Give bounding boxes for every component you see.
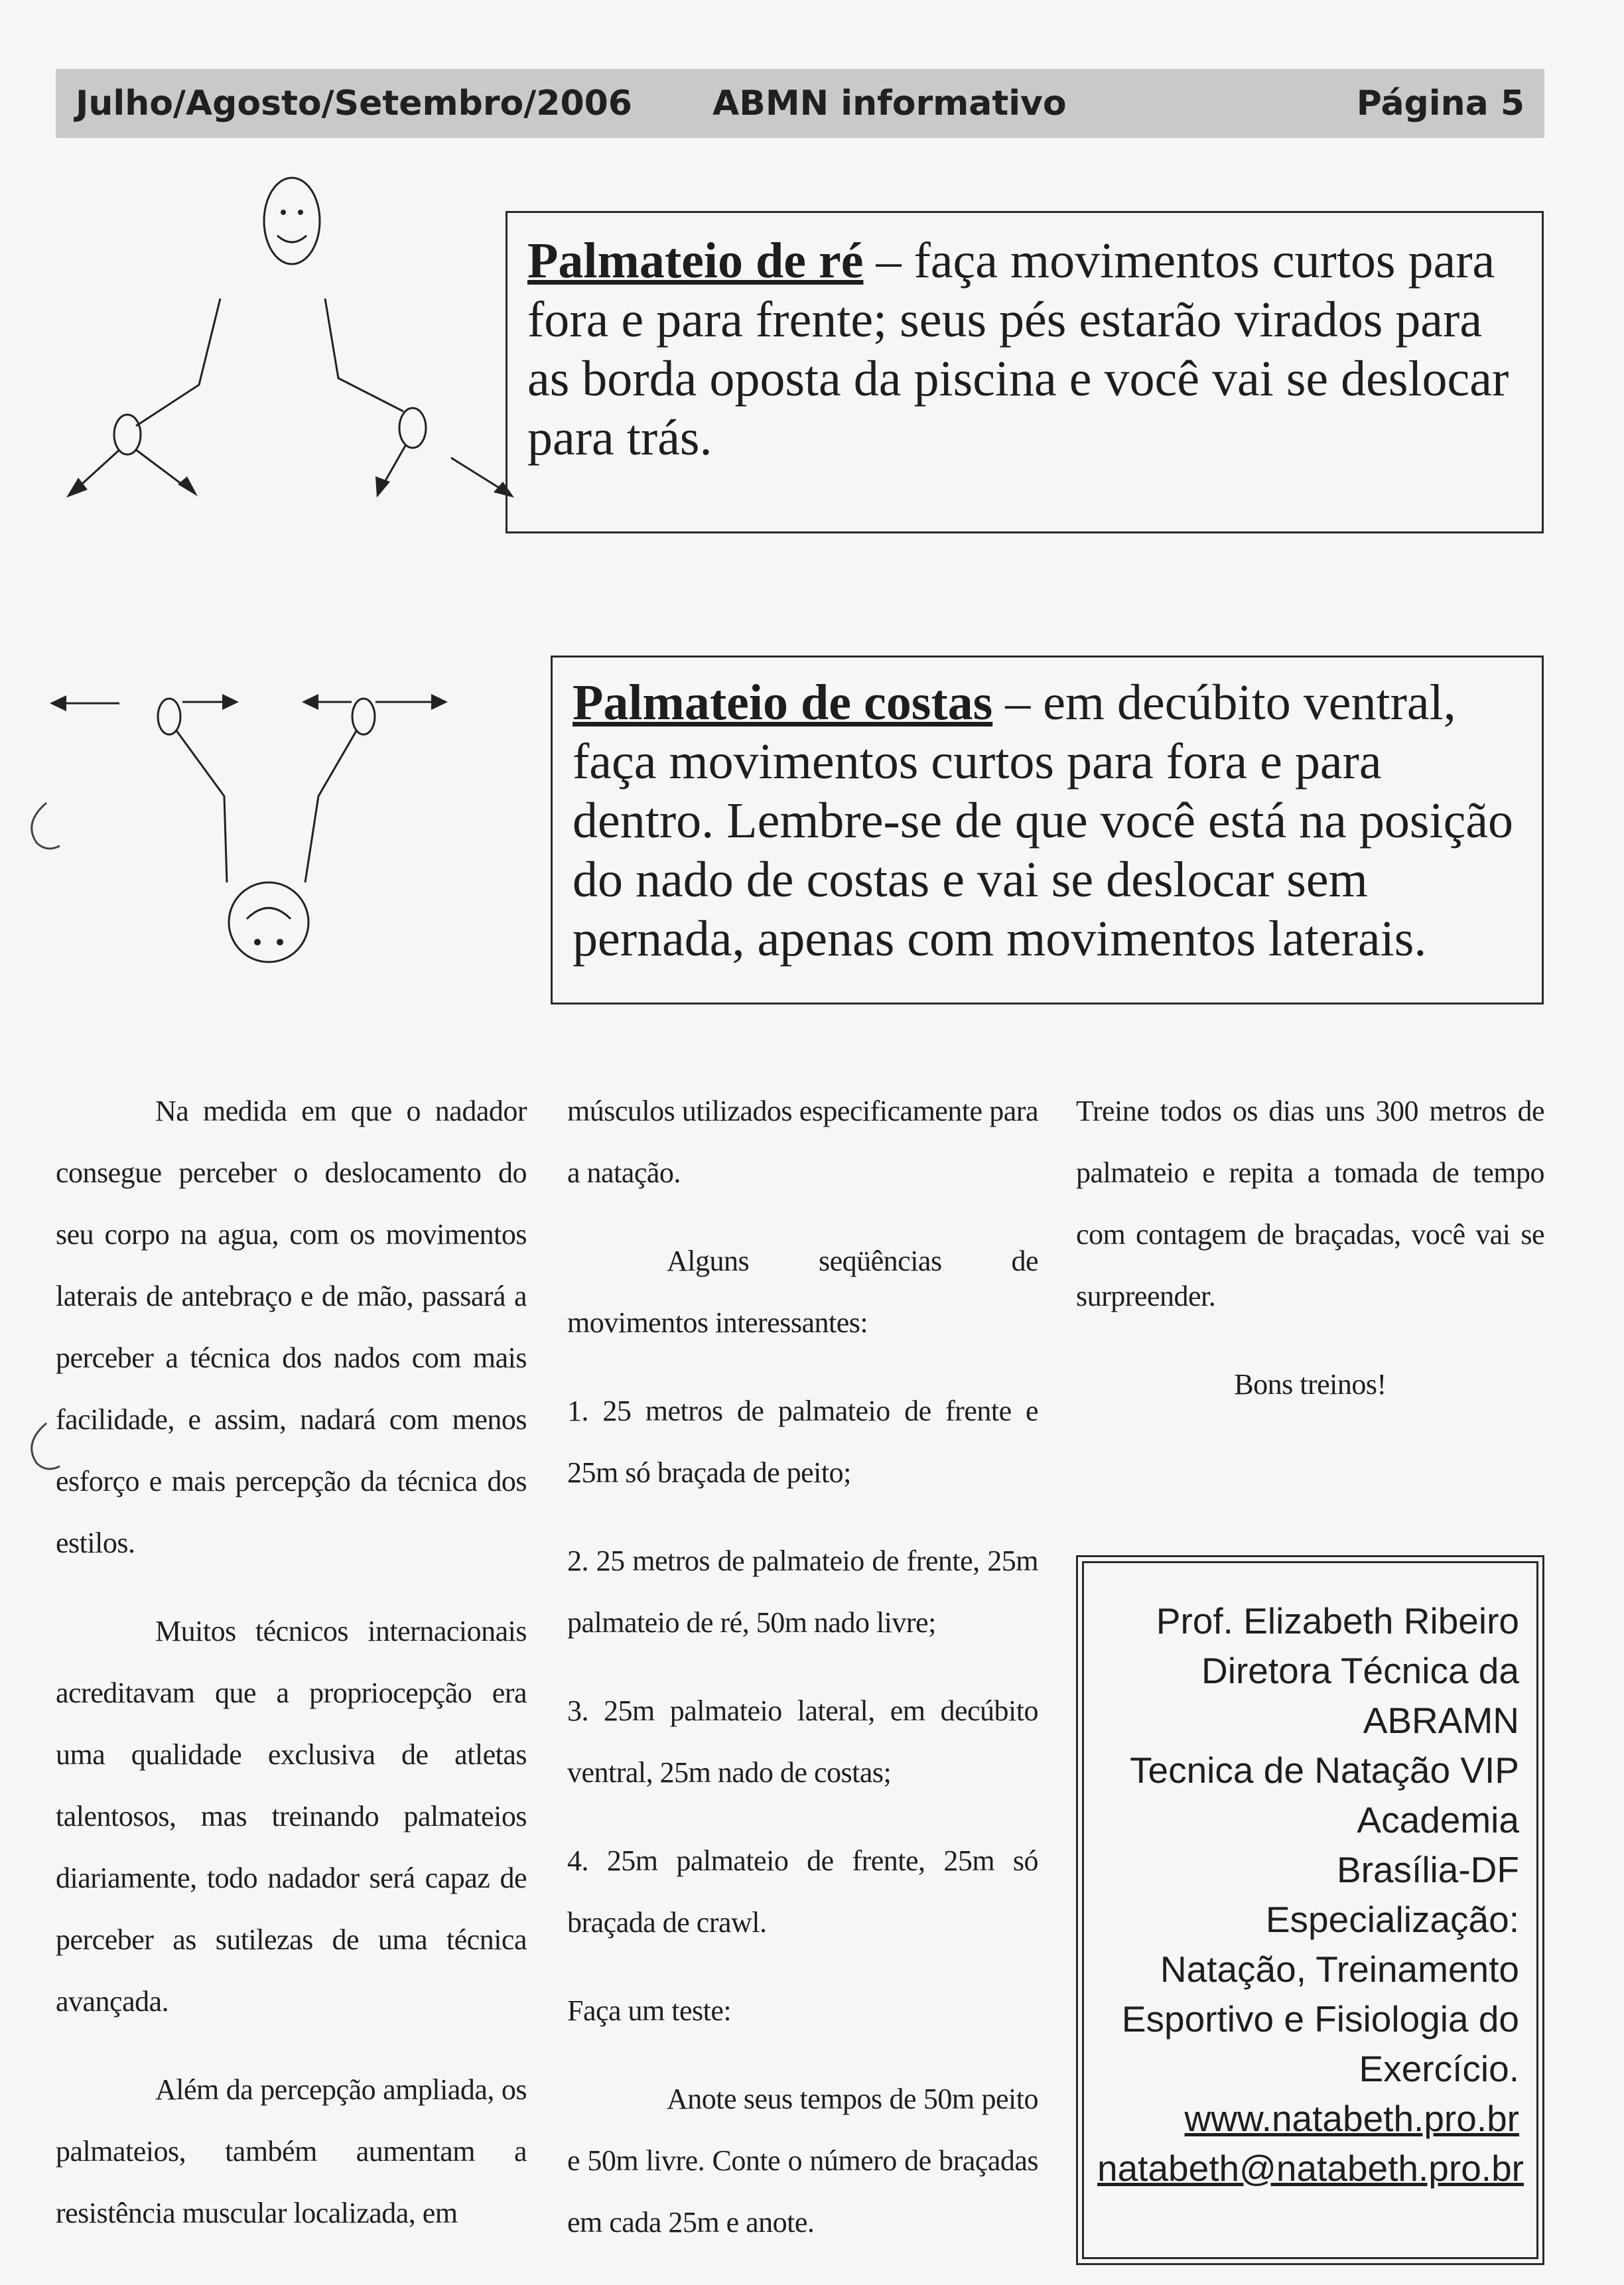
arrow-left-icon — [302, 694, 318, 710]
swimmer-brow — [247, 908, 291, 920]
paragraph: Alguns seqüências de movimentos interessantes: — [567, 1245, 1038, 1339]
author-line: Esportivo e Fisiologia do — [1121, 1998, 1519, 2040]
arrow-right-icon — [222, 694, 239, 710]
paragraph: músculos utilizados especificamente para a natação. — [567, 1095, 1038, 1189]
author-line: Natação, Treinamento — [1160, 1949, 1519, 1990]
author-line: Brasília-DF — [1336, 1849, 1519, 1890]
sign-off: Bons treinos! — [1234, 1368, 1387, 1401]
arrow-right-icon — [431, 694, 448, 710]
column-2 — [567, 1080, 1038, 2253]
list-item: 2. 25 metros de palmateio de frente, 25m palmateio de ré, 50m nado livre; — [567, 1545, 1038, 1639]
scan-mark — [20, 796, 66, 856]
swimmer-head — [264, 178, 320, 264]
left-arm — [176, 730, 227, 882]
term-palmateio-de-re: Palmateio de ré — [527, 233, 864, 289]
list-item: 4. 25m palmateio de frente, 25m só braçada de crawl. — [567, 1844, 1038, 1939]
arrow-icon — [375, 476, 390, 498]
page-number: Página 5 — [1356, 84, 1524, 123]
box2-text: – em decúbito ventral, faça movimentos curtos para fora e para dentro. Lembre-se de que você está na posição do nado de costas e vai se deslocar sem pernada, apenas com movimentos laterais. — [573, 675, 1514, 967]
palmateio-de-costas-diagram — [40, 663, 478, 975]
author-line: Academia — [1357, 1799, 1519, 1840]
swimmer-head — [229, 882, 308, 962]
author-info — [1082, 1561, 1538, 2259]
author-line: Especialização: — [1265, 1899, 1519, 1940]
column-1 — [56, 1080, 527, 2244]
website-link[interactable]: www.natabeth.pro.br — [1184, 2098, 1519, 2139]
publication-name: ABMN informativo — [712, 84, 1067, 123]
column-3 — [1076, 1080, 1544, 1415]
paragraph: Na medida em que o nadador consegue perceber o deslocamento do seu corpo na agua, com os movimentos laterais de antebraço e de mão, passará a perceber a técnica dos nados com mais facilidade, e assim, nadará com menos esforço e mais percepção da técnica dos estilos. — [56, 1095, 527, 1559]
list-item: 3. 25m palmateio lateral, em decúbito ventral, 25m nado de costas; — [567, 1695, 1038, 1789]
author-box — [1076, 1555, 1544, 2265]
issue-date: Julho/Agosto/Setembro/2006 — [76, 84, 632, 123]
author-line: Diretora Técnica da — [1201, 1650, 1519, 1691]
term-palmateio-de-costas: Palmateio de costas — [573, 675, 993, 730]
palmateio-de-costas-box — [551, 656, 1544, 1004]
box1-text: – faça movimentos curtos para fora e para frente; seus pés estarão virados para as borda oposta da piscina e você vai se deslocar para trás. — [527, 233, 1509, 466]
paragraph: Muitos técnicos internacionais acreditavam que a propriocepção era uma qualidade exclusiva de atletas talentosos, mas treinando palmateios diariamente, todo nadador será capaz de perceber as sutilezas de uma técnica avançada. — [56, 1615, 527, 2018]
right-hand — [352, 699, 375, 734]
email-link[interactable]: natabeth@natabeth.pro.br — [1097, 2148, 1524, 2189]
author-line: Tecnica de Natação VIP — [1129, 1750, 1519, 1791]
right-arm — [305, 730, 357, 882]
paragraph: Faça um teste: — [567, 1994, 732, 2027]
author-line: ABRAMN — [1363, 1700, 1519, 1741]
swimmer-smile — [277, 236, 306, 242]
right-arm — [325, 299, 403, 411]
left-hand — [114, 415, 141, 454]
right-hand — [399, 408, 426, 448]
palmateio-de-re-box — [506, 211, 1544, 533]
arrow-icon — [178, 476, 198, 496]
page-header — [56, 69, 1544, 138]
author-name: Prof. Elizabeth Ribeiro — [1156, 1600, 1519, 1641]
paragraph: Treine todos os dias uns 300 metros de palmateio e repita a tomada de tempo com contagem de braçadas, você vai se surpreender. — [1076, 1095, 1544, 1312]
author-line: Exercício. — [1359, 2048, 1519, 2089]
palmateio-de-re-diagram — [46, 166, 524, 511]
list-item: 1. 25 metros de palmateio de frente e 25m só braçada de peito; — [567, 1395, 1038, 1489]
left-arm — [136, 299, 220, 426]
paragraph: Anote seus tempos de 50m peito e 50m livre. Conte o número de braçadas em cada 25m e anote. — [567, 2083, 1038, 2239]
paragraph: Além da percepção ampliada, os palmateios, também aumentam a resistência muscular localizada, em — [56, 2073, 527, 2229]
arrow-left-icon — [50, 695, 66, 711]
left-hand — [158, 699, 180, 734]
